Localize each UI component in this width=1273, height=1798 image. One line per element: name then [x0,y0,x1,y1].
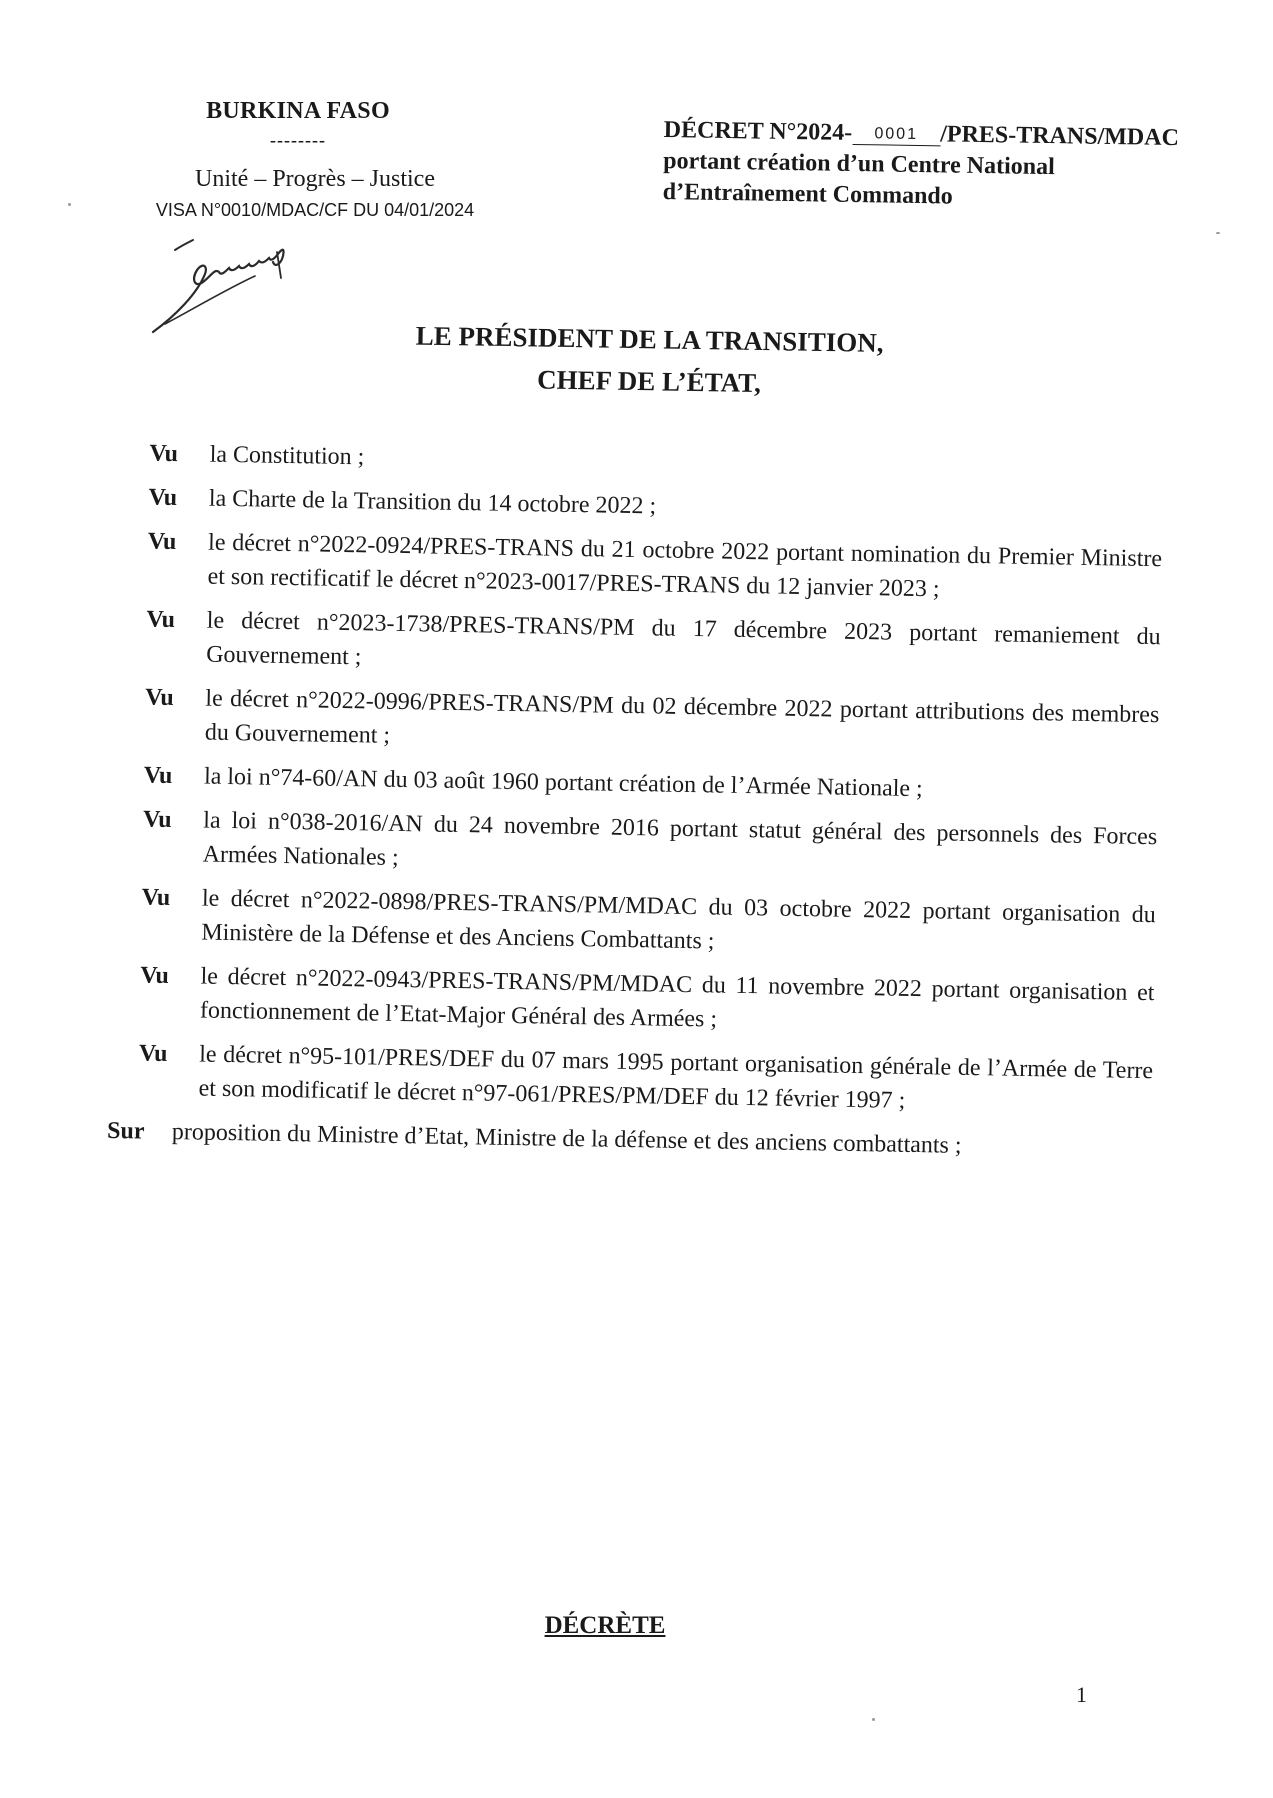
decree-subject-line2: d’Entraînement Commando [662,178,953,210]
scan-speck [68,203,71,206]
consideration-text: le décret n°2023-1738/PRES-TRANS/PM du 17 décembre 2023 portant remaniement du Gouvernement ; [205,607,1161,671]
consideration-text: la loi n°74-60/AN du 03 août 1960 portant création de l’Armée Nationale ; [203,763,923,803]
consideration-text: la loi n°038-2016/AN du 24 novembre 2016 portant statut général des personnels des Forces Armées Nationales ; [202,807,1158,871]
issuer-title-line1: LE PRÉSIDENT DE LA TRANSITION, [415,320,884,358]
consideration-item [109,880,1170,966]
consideration-key: Vu [147,528,177,556]
consideration-key: Vu [144,684,174,712]
decree-suffix: /PRES-TRANS/MDAC [940,121,1180,152]
consideration-item [115,524,1176,610]
consideration-key: Vu [148,484,178,512]
consideration-key: Sur [106,1117,145,1145]
decree-operative-word: DÉCRÈTE [544,1612,666,1639]
signature-mark [145,228,325,343]
consideration-item [113,680,1174,766]
consideration-key: Vu [146,606,176,634]
consideration-item [110,802,1171,888]
decree-heading [663,115,1264,217]
consideration-text: le décret n°2022-0898/PRES-TRANS/PM/MDAC du 03 octobre 2022 portant organisation du Ministère de la Défense et des Anciens Combattants ; [201,885,1157,955]
issuer-title-line2: CHEF DE L’ÉTAT, [536,364,762,398]
consideration-item [108,958,1169,1044]
scan-speck [872,1718,875,1721]
issuer-title [379,314,920,406]
consideration-item [114,602,1175,688]
page-number: 1 [1076,1682,1087,1707]
considerations-list [105,436,1177,1176]
consideration-item [117,436,1177,488]
consideration-key: Vu [140,962,170,989]
visa-reference: VISA N°0010/MDAC/CF DU 04/01/2024 [155,200,475,220]
consideration-key: Vu [143,762,173,789]
national-motto: Unité – Progrès – Justice [195,166,435,192]
consideration-text: la Constitution ; [209,441,365,471]
decree-prefix: DÉCRET N°2024- [663,116,853,146]
consideration-item [112,758,1172,810]
consideration-text: le décret n°95-101/PRES/DEF du 07 mars 1995 portant organisation générale de l’Armée de Terre et son modificatif le décret n°97-061/PRES/PM/DEF du 12 février 1997 ; [198,1041,1154,1114]
decree-number: 0001 [852,124,940,146]
header-separator: -------- [270,130,326,150]
consideration-key: Vu [141,884,171,911]
decree-subject-line1: portant création d’un Centre National [663,147,1055,181]
consideration-key: Vu [138,1040,168,1067]
consideration-item [117,480,1177,532]
country-name: BURKINA FASO [206,98,390,124]
consideration-key: Vu [142,806,172,833]
scan-speck [1216,232,1220,234]
consideration-text: le décret n°2022-0924/PRES-TRANS du 21 octobre 2022 portant nomination du Premier Ministre et son rectificatif le décret n°2023-0017/PRES-TRANS du 12 janvier 2023 ; [207,529,1163,603]
consideration-item [106,1036,1167,1122]
consideration-text: le décret n°2022-0943/PRES-TRANS/PM/MDAC du 11 novembre 2022 portant organisation et fonctionnement de l’Etat-Major Général des Armées ; [199,963,1155,1033]
consideration-item [80,1113,1166,1166]
consideration-text: la Charte de la Transition du 14 octobre 2022 ; [208,485,657,520]
consideration-key: Vu [149,440,179,468]
consideration-text: le décret n°2022-0996/PRES-TRANS/PM du 02 décembre 2022 portant attributions des membres du Gouvernement ; [204,685,1160,749]
consideration-text: proposition du Ministre d’Etat, Ministre de la défense et des anciens combattants ; [171,1119,962,1159]
